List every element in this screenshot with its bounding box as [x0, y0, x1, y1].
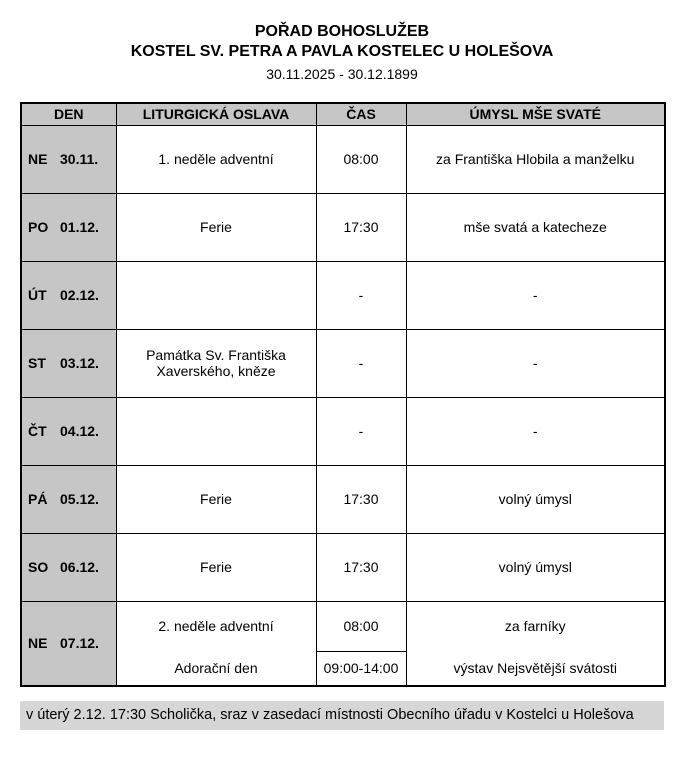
table-row: [21, 397, 665, 465]
intention-cell: -: [406, 397, 665, 465]
day-date: 06.12.: [60, 559, 99, 575]
intention-cell: volný úmysl: [406, 533, 665, 601]
table-row-sub: [21, 651, 665, 686]
time-cell: 08:00: [316, 601, 406, 651]
day-cell: [21, 601, 116, 686]
intention-cell: volný úmysl: [406, 465, 665, 533]
celebration-cell: Památka Sv. Františka Xaverského, kněze: [116, 329, 316, 397]
column-header-liturgicka-oslava: LITURGICKÁ OSLAVA: [116, 103, 316, 125]
footer-note: v úterý 2.12. 17:30 Scholička, sraz v zasedací místnosti Obecního úřadu v Kostelci u Holešova: [20, 701, 664, 730]
day-date: 07.12.: [60, 635, 99, 652]
day-abbr: PÁ: [28, 491, 48, 507]
day-date: 01.12.: [60, 219, 99, 235]
time-cell: -: [316, 397, 406, 465]
day-abbr: ST: [28, 355, 46, 371]
intention-cell: za Františka Hlobila a manželku: [406, 125, 665, 193]
day-date: 05.12.: [60, 491, 99, 507]
celebration-cell: 1. neděle adventní: [116, 125, 316, 193]
celebration-cell: Ferie: [116, 465, 316, 533]
intention-cell: -: [406, 329, 665, 397]
schedule-table: [20, 102, 666, 687]
table-row: [21, 261, 665, 329]
day-date: 03.12.: [60, 355, 99, 371]
celebration-cell: 2. neděle adventní: [116, 601, 316, 651]
day-date: 04.12.: [60, 423, 99, 439]
intention-cell: mše svatá a katecheze: [406, 193, 665, 261]
celebration-cell: Ferie: [116, 533, 316, 601]
day-abbr: ÚT: [28, 287, 47, 303]
time-cell: 09:00-14:00: [316, 651, 406, 686]
time-cell: 17:30: [316, 533, 406, 601]
day-cell: [21, 329, 116, 397]
celebration-cell: [116, 397, 316, 465]
day-date: 30.11.: [60, 151, 99, 167]
celebration-cell: Adorační den: [116, 651, 316, 686]
day-abbr: NE: [28, 151, 48, 167]
time-cell: -: [316, 329, 406, 397]
day-abbr: PO: [28, 219, 49, 235]
table-header-row: [21, 103, 665, 125]
day-cell: [21, 261, 116, 329]
time-cell: 17:30: [316, 465, 406, 533]
date-range: 30.11.2025 - 30.12.1899: [266, 66, 418, 82]
day-date: 02.12.: [60, 287, 99, 303]
intention-cell: -: [406, 261, 665, 329]
celebration-cell: [116, 261, 316, 329]
day-cell: [21, 125, 116, 193]
time-cell: 17:30: [316, 193, 406, 261]
day-abbr: NE: [28, 635, 48, 652]
page-subtitle: KOSTEL SV. PETRA A PAVLA KOSTELEC U HOLEŠOVA: [130, 43, 554, 60]
column-header-den: DEN: [21, 103, 116, 125]
celebration-cell: Ferie: [116, 193, 316, 261]
day-cell: [21, 193, 116, 261]
day-abbr: ČT: [28, 423, 47, 439]
table-row: [21, 601, 665, 651]
column-header-cas: ČAS: [316, 103, 406, 125]
time-cell: -: [316, 261, 406, 329]
page-title: POŘAD BOHOSLUŽEB: [254, 23, 430, 40]
table-row: [21, 125, 665, 193]
table-row: [21, 329, 665, 397]
day-cell: [21, 533, 116, 601]
day-abbr: SO: [28, 559, 49, 575]
document-header: [20, 22, 664, 84]
table-row: [21, 193, 665, 261]
day-cell: [21, 397, 116, 465]
time-cell: 08:00: [316, 125, 406, 193]
column-header-umysl: ÚMYSL MŠE SVATÉ: [406, 103, 665, 125]
table-row: [21, 533, 665, 601]
day-cell: [21, 465, 116, 533]
intention-cell: výstav Nejsvětější svátosti: [406, 651, 665, 686]
table-row: [21, 465, 665, 533]
intention-cell: za farníky: [406, 601, 665, 651]
